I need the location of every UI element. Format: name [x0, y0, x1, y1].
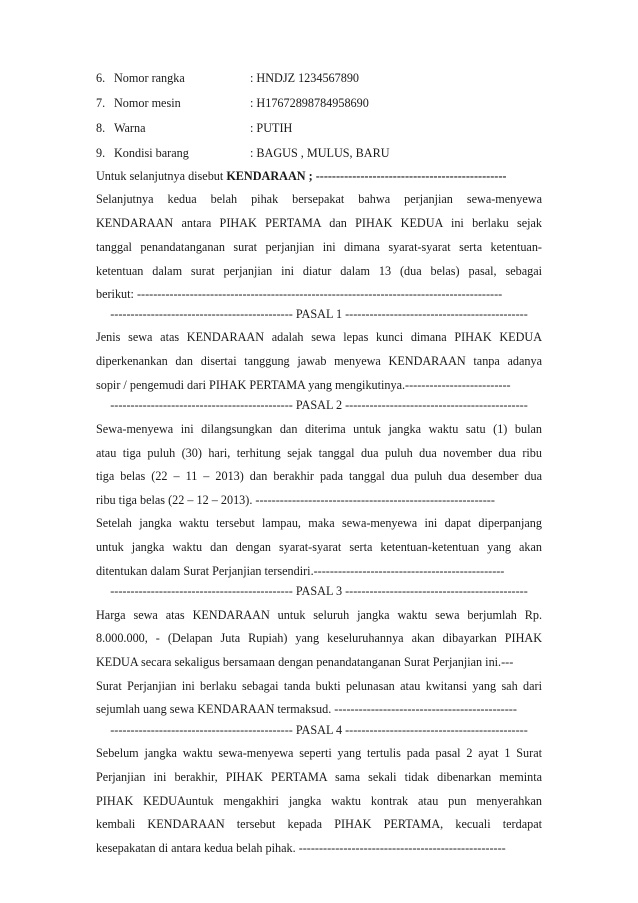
spec-row — [96, 145, 542, 161]
paragraph-line: atau tiga puluh (30) hari, terhitung sejak tanggal dua puluh dua november dua ribu — [96, 446, 542, 460]
spec-label: Nomor mesin — [114, 96, 181, 110]
spec-number: 9. — [96, 146, 106, 160]
paragraph-line: ketentuan dalam surat perjanjian ini diatur dalam 13 (dua belas) pasal, sebagai — [96, 264, 542, 278]
paragraph-line: Selanjutnya kedua belah pihak bersepakat bahwa perjanjian sewa-menyewa — [96, 192, 542, 206]
pasal-heading: --------------------------------------------- PASAL 1 --------------------------------------------- — [110, 307, 528, 321]
intro-line — [96, 168, 542, 184]
paragraph-line: sopir / pengemudi dari PIHAK PERTAMA yang mengikutinya.-------------------------- — [96, 378, 511, 392]
paragraph-line: tanggal penandatanganan surat perjanjian ini dimana syarat-syarat serta ketentuan- — [96, 240, 542, 254]
spec-value: : H17672898784958690 — [250, 96, 369, 110]
pasal-heading: --------------------------------------------- PASAL 4 --------------------------------------------- — [110, 723, 528, 737]
paragraph-line: Harga sewa atas KENDARAAN untuk seluruh jangka waktu sewa berjumlah Rp. — [96, 608, 542, 622]
paragraph-line: Jenis sewa atas KENDARAAN adalah sewa lepas kunci dimana PIHAK KEDUA — [96, 330, 542, 344]
paragraph-line: 8.000.000, - (Delapan Juta Rupiah) yang keseluruhannya akan dibayarkan PIHAK — [96, 631, 542, 645]
paragraph-line: KENDARAAN antara PIHAK PERTAMA dan PIHAK KEDUA ini berlaku sejak — [96, 216, 542, 230]
paragraph-line: Setelah jangka waktu tersebut lampau, maka sewa-menyewa ini dapat diperpanjang — [96, 516, 542, 530]
spec-value: : BAGUS , MULUS, BARU — [250, 146, 390, 160]
paragraph-line: sejumlah uang sewa KENDARAAN termaksud. --------------------------------------------- — [96, 702, 517, 716]
spec-value: : PUTIH — [250, 121, 293, 135]
spec-number: 6. — [96, 71, 106, 85]
spec-row — [96, 70, 542, 86]
paragraph-line: Sewa-menyewa ini dilangsungkan dan diterima untuk jangka waktu satu (1) bulan — [96, 422, 542, 436]
paragraph-line: tiga belas (22 – 11 – 2013) dan berakhir pada tanggal dua puluh dua desember dua — [96, 469, 542, 483]
paragraph-line: berikut: ------------------------------------------------------------------------------------------ — [96, 287, 503, 301]
intro-bold: KENDARAAN ; ----------------------------------------------- — [226, 169, 507, 183]
spec-value: : HNDJZ 1234567890 — [250, 71, 360, 85]
spec-number: 7. — [96, 96, 106, 110]
spec-label: Nomor rangka — [114, 71, 185, 85]
paragraph-line: Sebelum jangka waktu sewa-menyewa seperti yang tertulis pada pasal 2 ayat 1 Surat — [96, 746, 542, 760]
pasal-heading: --------------------------------------------- PASAL 2 --------------------------------------------- — [110, 398, 528, 412]
intro-prefix: Untuk selanjutnya disebut — [96, 169, 227, 183]
paragraph-line: ditentukan dalam Surat Perjanjian tersendiri.----------------------------------------------- — [96, 564, 505, 578]
paragraph-line: kesepakatan di antara kedua belah pihak. --------------------------------------------------- — [96, 841, 506, 855]
pasal-heading: --------------------------------------------- PASAL 3 --------------------------------------------- — [110, 584, 528, 598]
spec-row — [96, 120, 542, 136]
paragraph-line: diperkenankan dan disertai tanggung jawab menyewa KENDARAAN tanpa adanya — [96, 354, 542, 368]
paragraph-line: kembali KENDARAAN tersebut kepada PIHAK PERTAMA, kecuali terdapat — [96, 817, 542, 831]
spec-label: Warna — [114, 121, 146, 135]
spec-row — [96, 95, 542, 111]
paragraph-line: PIHAK KEDUAuntuk mengakhiri jangka waktu kontrak atau pun menyerahkan — [96, 794, 542, 808]
paragraph-line: ribu tiga belas (22 – 12 – 2013). ----------------------------------------------------------- — [96, 493, 495, 507]
paragraph-line: Perjanjian ini berakhir, PIHAK PERTAMA sama sekali tidak dibenarkan meminta — [96, 770, 542, 784]
spec-label: Kondisi barang — [114, 146, 189, 160]
paragraph-line: KEDUA secara sekaligus bersamaan dengan penandatanganan Surat Perjanjian ini.--- — [96, 655, 514, 669]
paragraph-line: Surat Perjanjian ini berlaku sebagai tanda bukti pelunasan atau kwitansi yang sah dari — [96, 679, 542, 693]
spec-number: 8. — [96, 121, 106, 135]
paragraph-line: untuk jangka waktu dan dengan syarat-syarat serta ketentuan-ketentuan yang akan — [96, 540, 542, 554]
